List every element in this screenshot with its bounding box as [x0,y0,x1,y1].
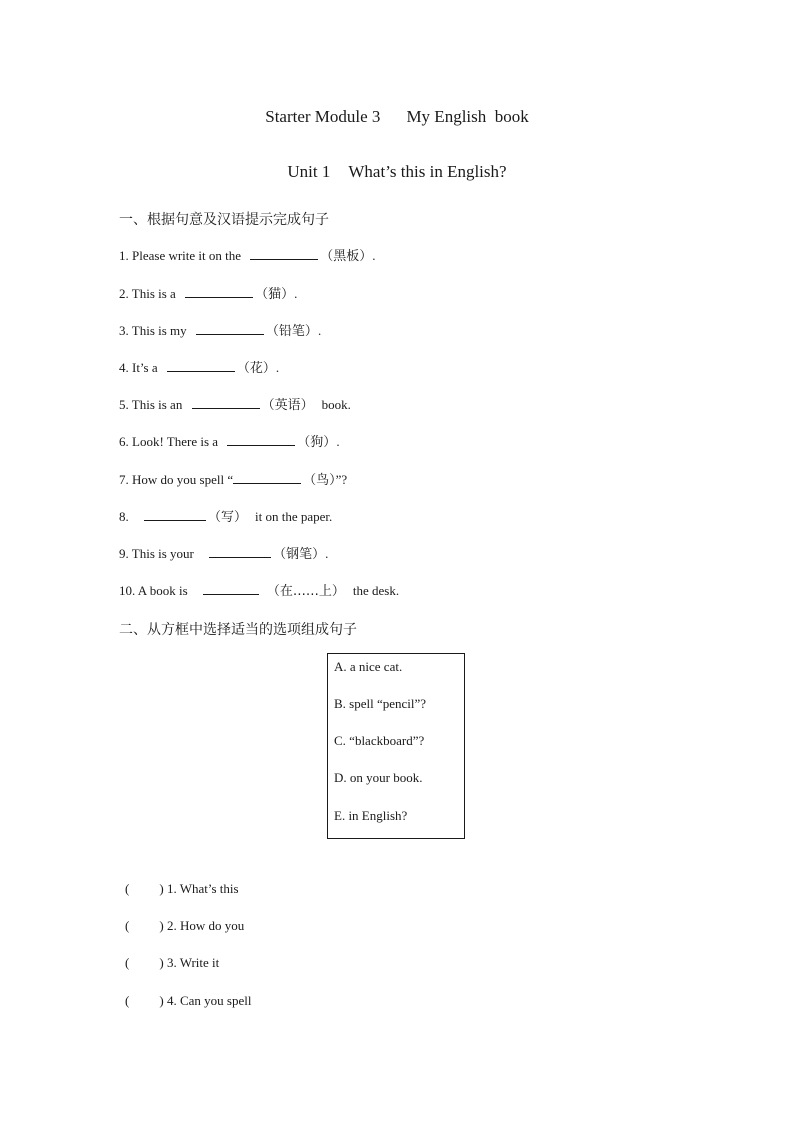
item-text-after: . [294,286,298,301]
match-item-3 [125,955,219,971]
answer-blank[interactable] [203,581,259,595]
answer-paren-close: ) [159,918,164,933]
item-hint: （猫） [255,287,295,302]
answer-paren-open[interactable]: ( [125,881,130,896]
exercise-item-8 [119,507,332,525]
item-text-after: book. [321,397,351,412]
item-text-before: 5. This is an [119,397,183,412]
exercise-item-10 [119,581,399,599]
item-text-before: 3. This is my [119,323,187,338]
item-hint: （花） [236,361,276,376]
item-text-after: ”? [335,472,348,487]
item-text-before: 9. This is your [119,546,194,561]
answer-paren-open[interactable]: ( [125,955,130,970]
item-hint: （英语） [261,398,314,413]
match-item-1 [125,881,239,897]
option-b: B. spell “pencil”? [334,696,427,711]
item-hint: （黑板） [320,249,373,264]
option-e: E. in English? [334,808,408,823]
item-text-after: . [372,248,376,263]
answer-paren-close: ) [159,955,164,970]
item-text-before: 4. It’s a [119,360,158,375]
option-a: A. a nice cat. [334,659,403,674]
unit-title [0,162,794,182]
exercise-item-6 [119,432,340,450]
answer-blank[interactable] [167,358,235,372]
answer-blank[interactable] [209,544,271,558]
match-text: 1. What’s this [166,881,239,896]
item-text-before: 1. Please write it on the [119,248,242,263]
page-title [0,107,794,127]
exercise-item-3 [119,321,321,339]
item-text-after: . [275,360,280,375]
section-1-heading: 一、根据句意及汉语提示完成句子 [119,212,329,228]
answer-blank[interactable] [144,507,206,521]
item-hint: （铅笔） [265,324,318,339]
answer-blank[interactable] [185,284,253,298]
exercise-item-4 [119,358,279,376]
options-box [327,653,465,839]
item-text-after: . [317,323,322,338]
item-hint: （写） [208,510,248,525]
item-hint: （在……上） [266,584,345,599]
answer-paren-open[interactable]: ( [125,918,130,933]
exercise-item-9 [119,544,328,562]
item-hint: （狗） [297,435,337,450]
answer-blank[interactable] [227,432,295,446]
item-text-before: 7. How do you spell “ [119,472,234,487]
option-c: C. “blackboard”? [334,733,425,748]
match-text: 4. Can you spell [166,993,252,1008]
unit-question: What’s this in English? [348,162,507,181]
item-hint: （钢笔） [273,547,326,562]
book-title: My English book [406,107,529,126]
answer-blank[interactable] [250,246,318,260]
item-text-after: it on the paper. [255,509,333,524]
item-text-before: 6. Look! There is a [119,434,219,449]
match-text: 3. Write it [166,955,220,970]
answer-blank[interactable] [196,321,264,335]
section-2-heading: 二、从方框中选择适当的选项组成句子 [119,622,357,638]
module-title: Starter Module 3 [265,107,381,126]
item-text-after: . [336,434,340,449]
answer-paren-close: ) [159,881,164,896]
exercise-item-5 [119,395,351,413]
match-item-2 [125,918,244,934]
item-text-before: 8. [119,509,129,524]
exercise-item-2 [119,284,297,302]
item-text-after: . [325,546,329,561]
option-d: D. on your book. [334,770,423,785]
item-text-before: 2. This is a [119,286,176,301]
answer-blank[interactable] [233,470,301,484]
item-text-before: 10. A book is [119,583,188,598]
answer-paren-open[interactable]: ( [125,993,130,1008]
answer-paren-close: ) [159,993,164,1008]
item-text-after: the desk. [352,583,400,598]
item-hint: （鸟） [303,473,336,488]
match-text: 2. How do you [166,918,245,933]
answer-blank[interactable] [192,395,260,409]
exercise-item-7 [119,470,347,488]
exercise-item-1 [119,246,376,264]
match-item-4 [125,993,251,1009]
unit-label: Unit 1 [287,162,331,181]
